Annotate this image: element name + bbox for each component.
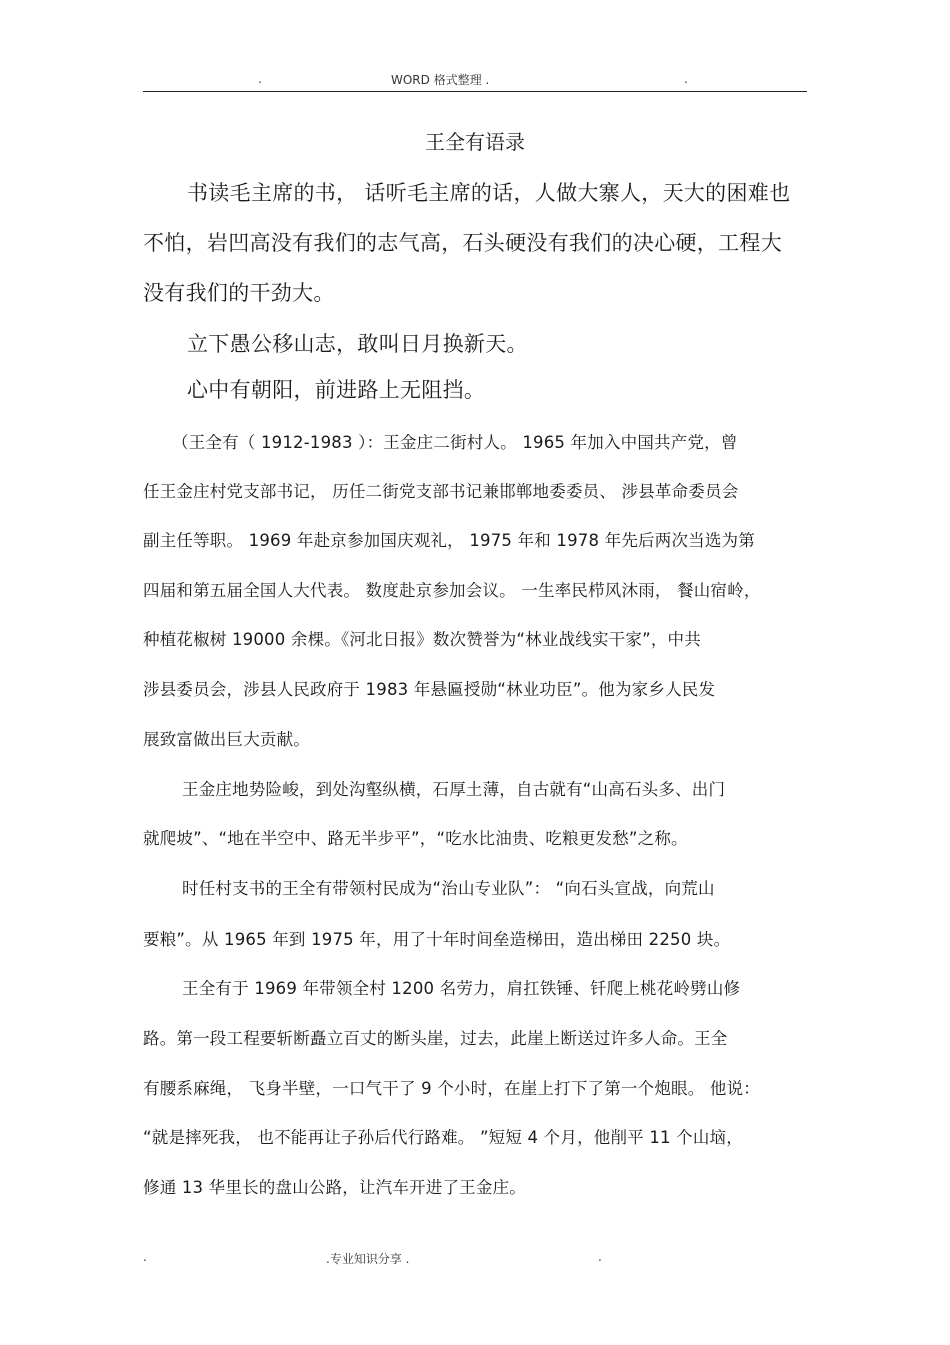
body-line: （王全有（ 1912-1983 ）：王金庄二街村人。 1965 年加入中国共产党，曾 [172,433,738,452]
body-line: 时任村支书的王全有带领村民成为“治山专业队”： “向石头宣战，向荒山 [182,879,715,898]
page-header [143,66,807,92]
body-line: 就爬坡”、“地在半空中、路无半步平”，“吃水比油贵、吃粮更发愁”之称。 [143,829,688,848]
footer-text: .专业知识分享 . [326,1252,410,1266]
header-left-mark: . [258,72,262,86]
header-right-mark: . [684,72,688,86]
body-line: 有腰系麻绳， 飞身半壁，一口气干了 9 个小时，在崖上打下了第一个炮眼。 他说： [143,1079,760,1098]
quote-line: 书读毛主席的书， 话听毛主席的话，人做大寨人，天大的困难也 [187,181,791,205]
body-line: 王全有于 1969 年带领全村 1200 名劳力，肩扛铁锤、钎爬上桃花岭劈山修 [182,979,741,998]
document-title: 王全有语录 [425,130,525,154]
quote-line: 立下愚公移山志，敢叫日月换新天。 [187,332,528,356]
body-line: “就是摔死我， 也不能再让子孙后代行路难。 ”短短 4 个月，他削平 11 个山垴， [143,1128,743,1147]
body-line: 王金庄地势险峻，到处沟壑纵横，石厚土薄，自古就有“山高石头多、出门 [182,780,726,799]
page-footer [143,1250,807,1270]
body-line: 展致富做出巨大贡献。 [143,730,310,749]
body-line: 修通 13 华里长的盘山公路，让汽车开进了王金庄。 [143,1178,526,1197]
body-line: 四届和第五届全国人大代表。 数度赴京参加会议。 一生率民栉风沐雨， 餐山宿岭， [143,581,761,600]
body-line: 任王金庄村党支部书记， 历任二街党支部书记兼邯郸地委委员、 涉县革命委员会 [143,482,739,501]
footer-left-mark: . [143,1250,147,1264]
body-line: 要粮”。从 1965 年到 1975 年，用了十年时间垒造梯田，造出梯田 2250 块。 [143,930,731,949]
body-line: 副主任等职。 1969 年赴京参加国庆观礼， 1975 年和 1978 年先后两次当选为第 [143,531,755,550]
header-text: WORD 格式整理 . [391,73,490,87]
body-line: 路。第一段工程要斩断矗立百丈的断头崖，过去，此崖上断送过许多人命。王全 [143,1029,728,1048]
quote-line: 心中有朝阳，前进路上无阻挡。 [187,378,486,402]
quote-line: 没有我们的干劲大。 [143,281,335,305]
quote-line: 不怕，岩凹高没有我们的志气高，石头硬没有我们的决心硬，工程大 [143,231,782,255]
body-line: 涉县委员会，涉县人民政府于 1983 年悬匾授勋“林业功臣”。他为家乡人民发 [143,680,716,699]
body-line: 种植花椒树 19000 余棵。《河北日报》数次赞誉为“林业战线实干家”，中共 [143,630,701,649]
footer-right-mark: . [598,1250,602,1264]
